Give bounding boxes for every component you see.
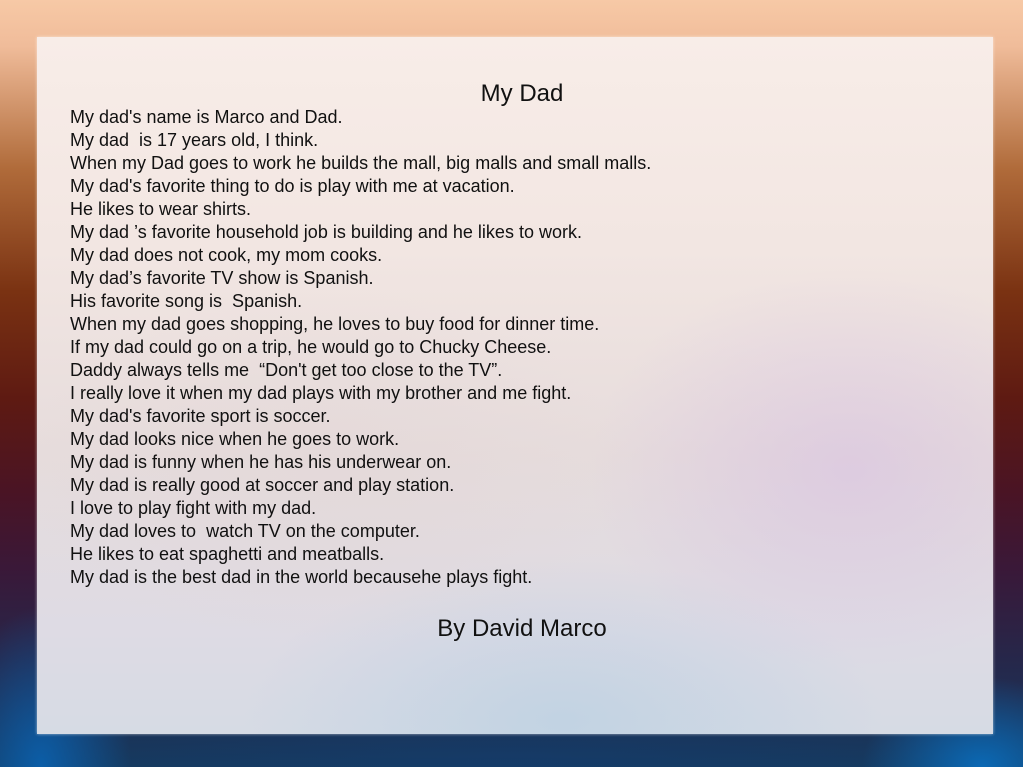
poem-line: My dad ’s favorite household job is building and he likes to work. bbox=[70, 222, 582, 242]
poem-line: My dad does not cook, my mom cooks. bbox=[70, 245, 383, 265]
poem-line: My dad's favorite thing to do is play with me at vacation. bbox=[70, 176, 515, 196]
poem-line: He likes to eat spaghetti and meatballs. bbox=[70, 544, 385, 564]
poem-line: My dad’s favorite TV show is Spanish. bbox=[70, 268, 374, 288]
poem-line: When my Dad goes to work he builds the mall, big malls and small malls. bbox=[70, 153, 652, 173]
poem-lines bbox=[70, 106, 651, 589]
poem-line: I love to play fight with my dad. bbox=[70, 498, 317, 518]
poem-line: My dad is funny when he has his underwear on. bbox=[70, 452, 452, 472]
author-byline: By David Marco bbox=[437, 615, 607, 642]
poem-line: Daddy always tells me “Don't get too close to the TV”. bbox=[70, 360, 503, 380]
poem-line: My dad's favorite sport is soccer. bbox=[70, 406, 331, 426]
poem-line: My dad's name is Marco and Dad. bbox=[70, 107, 343, 127]
poem-line: My dad is the best dad in the world becausehe plays fight. bbox=[70, 567, 533, 587]
poem-line: His favorite song is Spanish. bbox=[70, 291, 303, 311]
slide-content-panel bbox=[37, 37, 993, 734]
poem-line: My dad is 17 years old, I think. bbox=[70, 130, 319, 150]
poem-line: My dad loves to watch TV on the computer. bbox=[70, 521, 420, 541]
poem-line: When my dad goes shopping, he loves to buy food for dinner time. bbox=[70, 314, 600, 334]
poem-line: If my dad could go on a trip, he would go to Chucky Cheese. bbox=[70, 337, 552, 357]
poem-line: My dad looks nice when he goes to work. bbox=[70, 429, 400, 449]
poem-line: He likes to wear shirts. bbox=[70, 199, 252, 219]
poem-line: My dad is really good at soccer and play station. bbox=[70, 475, 455, 495]
slide-title: My Dad bbox=[480, 80, 564, 107]
poem-line: I really love it when my dad plays with my brother and me fight. bbox=[70, 383, 572, 403]
